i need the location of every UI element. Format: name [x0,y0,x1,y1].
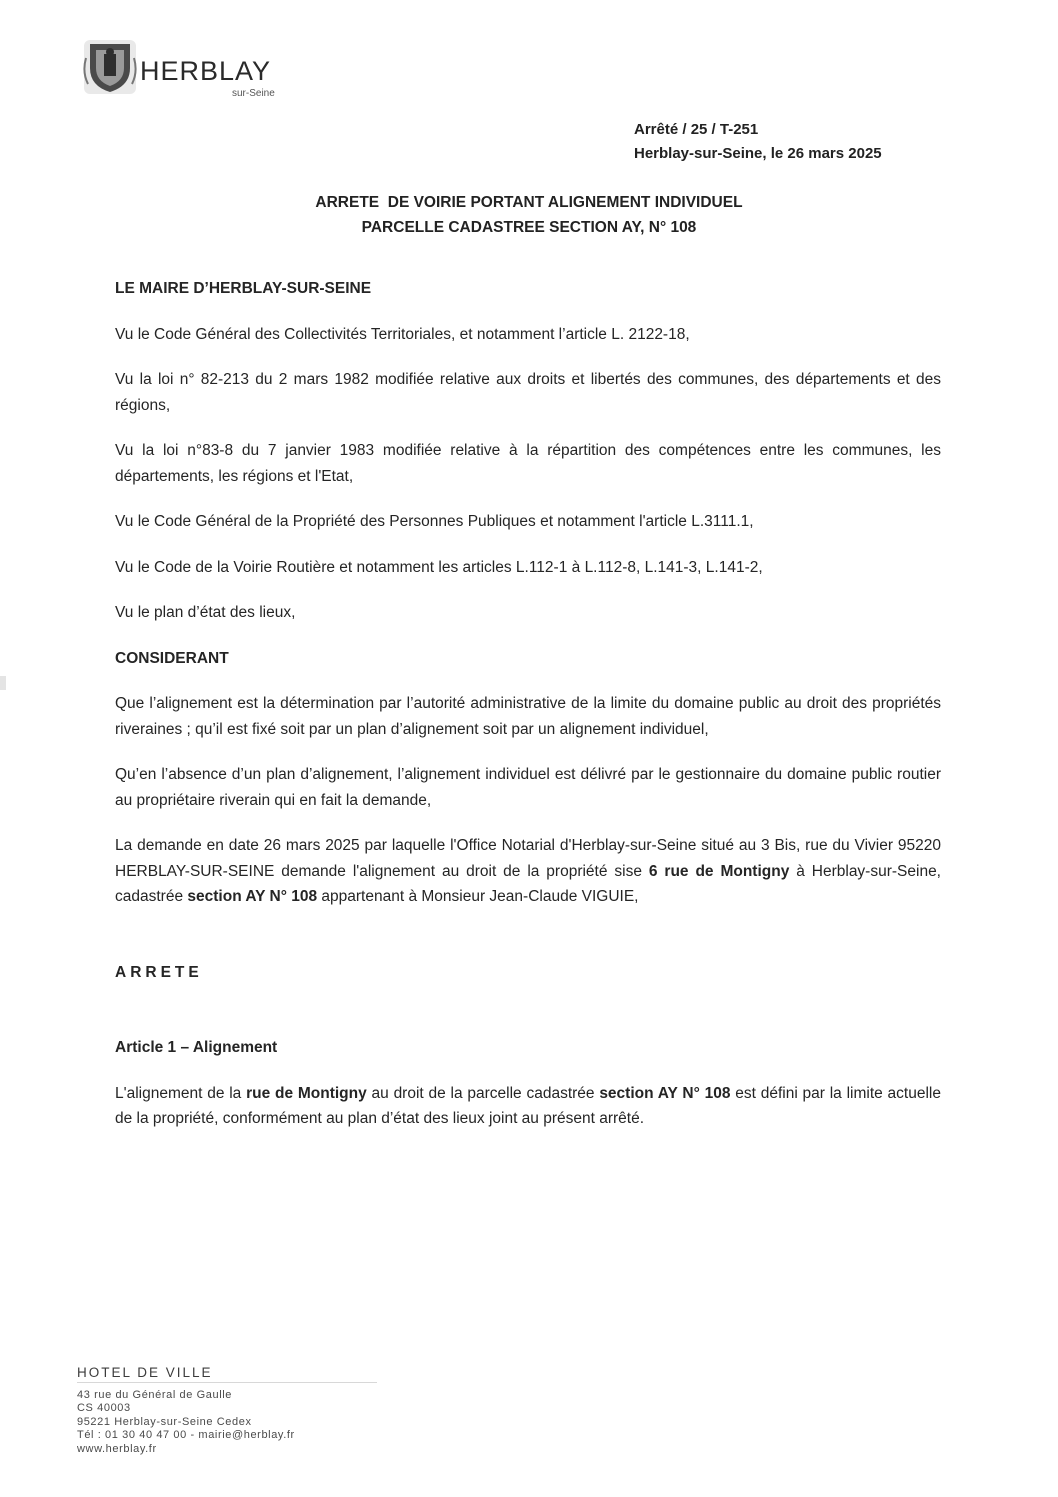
street-name: rue de Montigny [246,1084,367,1102]
text-run: est défini par la limite actuelle de la propriété, conformément au plan d’état des lieux joint au présent arrêté. [115,1084,941,1127]
property-address: 6 rue de Montigny [648,862,790,880]
herblay-logo [82,38,302,102]
cadastral-section: section AY N° 108 [599,1084,731,1102]
document-body [115,276,941,1132]
text-run: à Herblay-sur-Seine, cadastrée [115,862,941,905]
arrete-heading: ARRETE [115,963,203,981]
text-run: appartenant à Monsieur Jean-Claude VIGUIE, [317,888,639,905]
visa-item: Vu la loi n° 82-213 du 2 mars 1982 modifiée relative aux droits et libertés des communes, des départements et des régions, [115,371,941,414]
title-line-2: PARCELLE CADASTREE SECTION AY, N° 108 [361,219,697,236]
text-run: au droit de la parcelle cadastrée [366,1084,600,1102]
title-line-1: ARRETE DE VOIRIE PORTANT ALIGNEMENT INDIVIDUEL [315,194,743,211]
text-run: L'alignement de la [115,1084,247,1102]
text-run: La demande en date 26 mars 2025 par laquelle l'Office Notarial d'Herblay-sur-Seine situé au 3 Bis, rue du Vivier 95220 HERBLAY-SUR-SEINE demande l'alignement au droit de la propriété sise [115,837,941,880]
reference-block [634,118,882,166]
visa-item: Vu le plan d’état des lieux, [115,604,296,621]
authority-heading: LE MAIRE D’HERBLAY-SUR-SEINE [115,280,372,297]
visa-item: Vu la loi n°83-8 du 7 janvier 1983 modifiée relative à la répartition des compétences entre les communes, les départements, les régions et l'Etat, [115,442,941,485]
scan-margin-mark [0,676,6,690]
considerant-paragraph: Que l’alignement est la détermination par l’autorité administrative de la limite du domaine public au droit des propriétés riveraines ; qu’il est fixé soit par un plan d’alignement soit par un alignement individuel, [115,695,941,738]
visa-item: Vu le Code Général des Collectivités Territoriales, et notamment l’article L. 2122-18, [115,325,690,343]
footer-address-line: 43 rue du Général de Gaulle [77,1388,233,1401]
footer-address-line: 95221 Herblay-sur-Seine Cedex [77,1415,252,1428]
visa-item: Vu le Code Général de la Propriété des Personnes Publiques et notamment l'article L.3111.1, [115,513,754,530]
footer-website: www.herblay.fr [77,1442,157,1455]
considerant-heading: CONSIDERANT [115,649,229,667]
footer-title: HOTEL DE VILLE [77,1366,377,1383]
logo-name: HERBLAY [140,56,272,86]
considerant-paragraph-request [115,833,941,910]
cadastral-section: section AY N° 108 [187,888,318,905]
article-1-heading: Article 1 – Alignement [115,1039,278,1056]
place-and-date: Herblay-sur-Seine, le 26 mars 2025 [634,145,882,162]
article-1-text [115,1081,941,1132]
considerant-paragraph: Qu’en l’absence d’un plan d’alignement, l’alignement individuel est délivré par le gestionnaire du domaine public routier au propriétaire riverain qui en fait la demande, [115,766,941,809]
town-hall-footer [77,1366,387,1456]
document-title [0,190,1058,240]
footer-address-line: CS 40003 [77,1402,131,1414]
decree-number: Arrêté / 25 / T-251 [634,121,759,138]
footer-contact: Tél : 01 30 40 47 00 - mairie@herblay.fr [77,1429,295,1441]
logo-subtitle: sur-Seine [232,88,275,99]
visa-item: Vu le Code de la Voirie Routière et notamment les articles L.112-1 à L.112-8, L.141-3, L.141-2, [115,558,763,576]
coat-of-arms-icon [82,38,138,96]
